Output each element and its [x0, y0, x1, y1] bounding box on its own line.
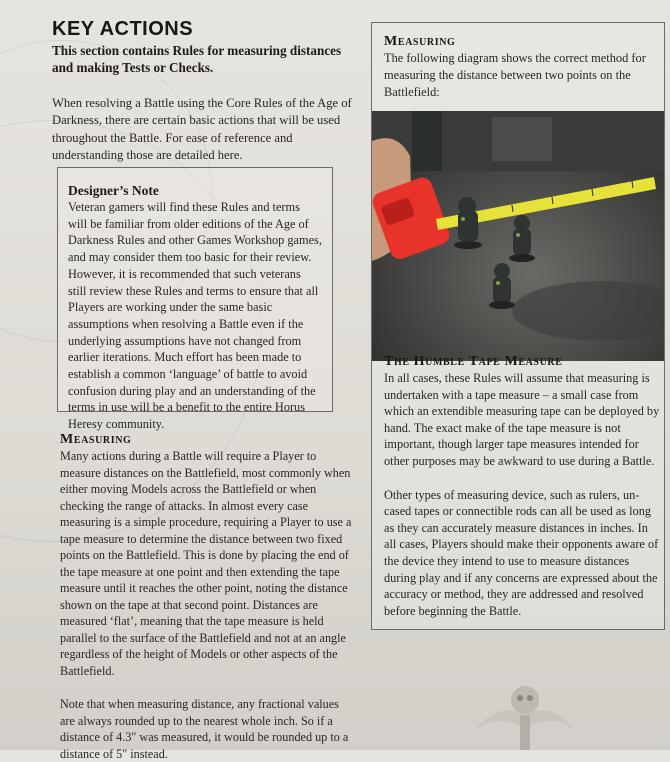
measuring-heading: Measuring: [60, 432, 132, 447]
intro-section: [52, 18, 354, 165]
page-subtitle: This section contains Rules for measuring distances and making Tests or Checks.: [52, 43, 342, 75]
ornament-stem: [520, 715, 530, 750]
measuring-sidebar-header: [384, 33, 660, 101]
tape-measure-paragraph-1: In all cases, these Rules will assume that measuring is undertaken with a tape measure – a small case from which an extendible measuring tape can be deployed by hand. The exact make of the tape measure is not important, though larger tape measures intended for other purposes may be awkward to use during a Battle.: [384, 371, 660, 468]
measuring-section: [60, 431, 352, 762]
ruined-pillar: [412, 111, 442, 171]
ruined-wall: [492, 117, 552, 161]
sidebar-measuring-heading: Measuring: [384, 34, 456, 49]
skull-eye: [527, 695, 533, 701]
aquila-skull-ornament: [470, 660, 580, 750]
tape-measure-section: [384, 353, 662, 619]
tape-measure-illustration: [372, 111, 664, 361]
designers-note-body: Veteran gamers will find these Rules and terms will be familiar from older editions of the Age of Darkness Rules and other Games Workshop games, and may consider them too basic for their review. However, it is recommended that such veterans still review these Rules and terms to ensure that all Players are working under the same basic assumptions when resolving a Battle even if the underlying assumptions have not changed from earlier iterations. Much effort has been made to establish a common ‘language’ of battle to avoid confusion during play and an understanding of the terms in use will be a benefit to the entire Horus Heresy community.: [68, 200, 322, 432]
intro-paragraph: When resolving a Battle using the Core Rules of the Age of Darkness, there are certain basic actions that will be used throughout the Battle. For ease of reference and understanding those are detailed here.: [52, 96, 352, 163]
tape-measure-photo: [372, 111, 664, 361]
page-title: KEY ACTIONS: [52, 18, 194, 40]
tape-measure-heading: The Humble Tape Measure: [384, 354, 563, 369]
measuring-paragraph-1: Many actions during a Battle will require a Player to measure distances on the Battlefield, most commonly when either moving Models across the Battlefield or when checking the range of attacks. In almost every case measuring is a simple procedure, requiring a Player to use a tape measure to determine the distance between two fixed points on the Battlefield. This is done by placing the end of the tape measure at one point and then extending the tape measure until it reaches the other point, noting the distance shown on the tape at that second point. Distances are measured ‘flat’, meaning that the tape measure is held parallel to the surface of the Battlefield and not at an angle regardless of the height of Models or other aspects of the Battlefield.: [60, 449, 352, 678]
measuring-sidebar-box: [371, 22, 665, 630]
tape-measure-paragraph-2: Other types of measuring device, such as rulers, un-cased tapes or connectible rods can all be used as long as they can accurately measure distances in inches. In all cases, Players should make their opponents aware of the device they intend to use to measure distances during play and if any concerns are expressed about the accuracy or method, they are addressed and resolved before beginning the Battle.: [384, 487, 659, 618]
skull-icon: [511, 686, 539, 714]
skull-eye: [517, 695, 523, 701]
designers-note-box: [57, 167, 333, 432]
measuring-paragraph-2: Note that when measuring distance, any fractional values are always rounded up to the nearest whole inch. So if a distance of 4.3" was measured, it would be rounded up to a distance of 5" instead.: [60, 697, 349, 761]
sidebar-measuring-intro: The following diagram shows the correct method for measuring the distance between two points on the Battlefield:: [384, 51, 646, 99]
designers-note-title: Designer’s Note: [68, 183, 159, 198]
